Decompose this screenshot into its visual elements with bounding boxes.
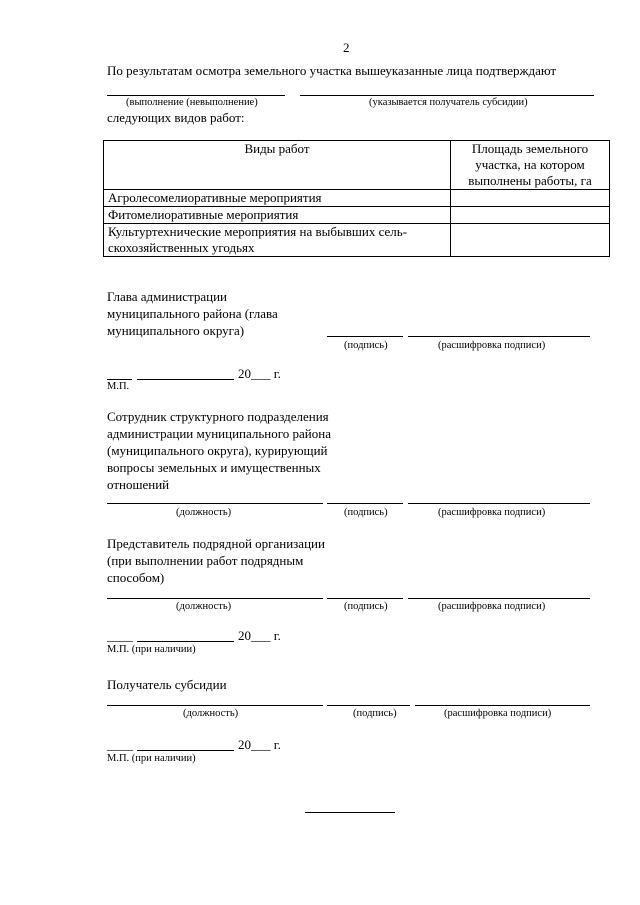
contractor-sign-caption: (подпись)	[344, 601, 388, 612]
employee-line-3: (муниципального округа), курирующий	[107, 443, 328, 458]
contractor-position-caption: (должность)	[176, 601, 232, 612]
table-cell-area	[451, 190, 610, 207]
recipient-position-line	[107, 705, 323, 706]
contractor-decode-caption: (расшифровка подписи)	[438, 601, 546, 612]
employee-sign-line	[327, 503, 403, 504]
footer-separator	[305, 812, 395, 813]
head-admin-line-2: муниципального района (глава	[107, 306, 278, 321]
header-works: Виды работ	[104, 141, 451, 190]
page-number: 2	[343, 40, 350, 55]
head-admin-line-1: Глава администрации	[107, 289, 228, 304]
employee-decode-caption: (расшифровка подписи)	[438, 507, 546, 518]
contractor-line-1: Представитель подрядной организации	[107, 536, 325, 551]
table-row	[104, 190, 610, 207]
intro-line-2: следующих видов работ:	[107, 110, 245, 125]
date3-month-line	[137, 750, 234, 751]
date1-month-line	[137, 379, 234, 380]
table-cell-work: Фитомелиоративные мероприятия	[104, 207, 451, 224]
date2-year: 20___ г.	[238, 628, 281, 643]
table-cell-work	[104, 224, 451, 257]
contractor-line-3: способом)	[107, 570, 165, 585]
contractor-position-line	[107, 598, 323, 599]
employee-line-4: вопросы земельных и имущественных	[107, 460, 321, 475]
head-admin-sign-line	[327, 336, 403, 337]
employee-position-caption: (должность)	[176, 507, 232, 518]
date3-year: 20___ г.	[238, 737, 281, 752]
contractor-sign-line	[327, 598, 403, 599]
intro-line-1: По результатам осмотра земельного участка вышеуказанные лица подтверждают	[107, 63, 557, 78]
table-header-row	[104, 141, 610, 190]
head-admin-decode-caption: (расшифровка подписи)	[438, 340, 546, 351]
employee-decode-line	[408, 503, 590, 504]
date2-day-blank: ____	[107, 628, 133, 643]
date3-seal: М.П. (при наличии)	[107, 753, 196, 764]
table-cell-area	[451, 224, 610, 257]
date3-day-blank: ____	[107, 737, 133, 752]
row3-line-2: скохозяйственных угодьях	[108, 240, 255, 255]
caption-recipient: (указывается получатель субсидии)	[369, 97, 528, 108]
table-row	[104, 207, 610, 224]
date2-seal: М.П. (при наличии)	[107, 644, 196, 655]
employee-position-line	[107, 503, 323, 504]
recipient-sign-caption: (подпись)	[353, 708, 397, 719]
employee-line-2: администрации муниципального района	[107, 426, 331, 441]
head-admin-decode-line	[408, 336, 590, 337]
table-row	[104, 224, 610, 257]
head-admin-line-3: муниципального округа)	[107, 323, 245, 338]
employee-line-5: отношений	[107, 477, 170, 492]
recipient-title: Получатель субсидии	[107, 677, 227, 692]
contractor-decode-line	[408, 598, 590, 599]
employee-sign-caption: (подпись)	[344, 507, 388, 518]
table-cell-work: Агролесомелиоративные мероприятия	[104, 190, 451, 207]
recipient-decode-caption: (расшифровка подписи)	[444, 708, 552, 719]
head-admin-sign-caption: (подпись)	[344, 340, 388, 351]
recipient-position-caption: (должность)	[183, 708, 239, 719]
date2-month-line	[137, 641, 234, 642]
table-cell-area	[451, 207, 610, 224]
date1-year: 20___ г.	[238, 366, 281, 381]
recipient-sign-line	[327, 705, 410, 706]
recipient-decode-line	[415, 705, 590, 706]
contractor-line-2: (при выполнении работ подрядным	[107, 553, 304, 568]
header-area: Площадь земельного участка, на котором выполнены работы, га	[451, 141, 610, 190]
employee-line-1: Сотрудник структурного подразделения	[107, 409, 329, 424]
caption-fulfilment: (выполнение (невыполнение)	[126, 97, 258, 108]
works-table	[103, 140, 610, 257]
row3-line-1: Культуртехнические мероприятия на выбывших сель-	[108, 224, 408, 239]
date1-seal: М.П.	[107, 381, 130, 392]
